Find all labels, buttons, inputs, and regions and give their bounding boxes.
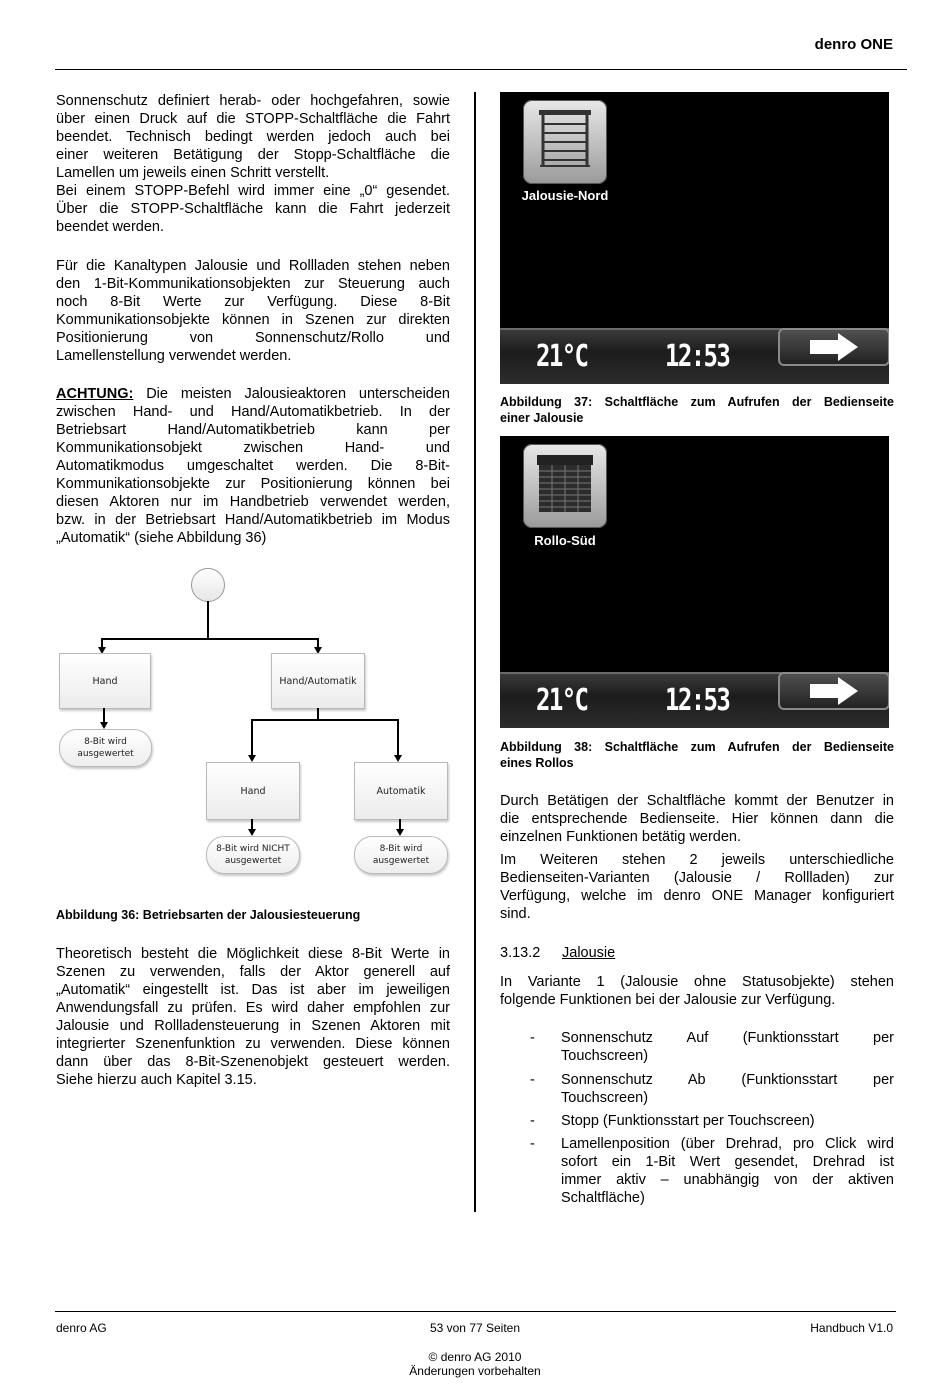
section-number: 3.13.2: [500, 945, 541, 961]
text-line: sofort ein 1-Bit Wert gesendet, Drehrad ist: [561, 1154, 894, 1170]
roller-shutter-icon: [523, 444, 607, 528]
arrow-head: [396, 829, 404, 836]
section-title: Jalousie: [562, 945, 616, 961]
connector: [251, 719, 399, 721]
connector: [251, 719, 253, 757]
pill-line: ausgewertet: [77, 749, 134, 759]
text-line: integrierter Szenenfunktion zu verwenden. Diese können: [56, 1036, 450, 1052]
footer-rule: [55, 1311, 896, 1312]
connector: [207, 601, 209, 639]
arrow-right-icon: [780, 674, 888, 708]
text-line: Die meisten Jalousieaktoren unterscheiden: [133, 386, 450, 402]
text-line: Für die Kanaltypen Jalousie und Rollladen stehen neben: [56, 258, 450, 274]
text-line: Jalousie und Rollladensteuerung in Szenen Aktoren mit: [56, 1018, 450, 1034]
next-page-button[interactable]: [778, 672, 889, 710]
footer-copyright: © denro AG 2010: [428, 1350, 522, 1364]
caption-line: einer Jalousie: [500, 411, 584, 425]
text-line: Automatikmodus umgeschaltet werden. Die 8-Bit-: [56, 458, 450, 474]
paragraph-stopp-behaviour: [56, 92, 450, 236]
bullet-dash: -: [530, 1072, 535, 1088]
pill-line: 8-Bit wird: [379, 844, 423, 854]
text-line: Schaltfläche): [561, 1190, 645, 1206]
text-line: bzw. in der Betriebsart Hand/Automatikbetrieb im Modus: [56, 512, 450, 528]
column-divider: [474, 92, 476, 1212]
text-line: „Automatik“ (siehe Abbildung 36): [56, 530, 267, 546]
bullet-dash: -: [530, 1136, 535, 1152]
jalousie-tile-button[interactable]: [523, 100, 607, 184]
text-line: Sonnenschutz definiert herab- oder hochgefahren, sowie: [56, 93, 450, 109]
figure-caption-38: [500, 739, 894, 771]
list-item: [500, 1112, 894, 1130]
achtung-label: ACHTUNG:: [56, 386, 134, 402]
flow-box-sub-automatik: Automatik: [354, 762, 448, 820]
document-header-title: denro ONE: [814, 36, 893, 53]
text-line: einzelnen Funktionen betätig werden.: [500, 829, 742, 845]
footer-notice: Änderungen vorbehalten: [409, 1364, 541, 1378]
text-line: Lamellen um jeweils einen Schritt verstellt.: [56, 165, 330, 181]
text-line: beendet werden.: [56, 219, 165, 235]
text-line: Betriebsart Hand/Automatikbetrieb kann per: [56, 422, 450, 438]
flow-pill-8bit-evaluated-auto: [354, 836, 448, 874]
status-bar: [500, 672, 889, 728]
text-line: Kommunikationsobjekt zwischen Hand- und: [56, 440, 450, 456]
connector: [103, 708, 105, 723]
list-item: [500, 1071, 894, 1107]
temperature-display: 21°C: [536, 339, 588, 374]
text-line: einer weiteren Betätigung der Stopp-Schaltfläche die: [56, 147, 450, 163]
arrow-head: [100, 722, 108, 729]
footer-company: denro AG: [56, 1321, 107, 1335]
text-line: In Variante 1 (Jalousie ohne Statusobjekte) stehen: [500, 974, 894, 990]
clock-display: 12:53: [665, 683, 730, 718]
bullet-dash: -: [530, 1030, 535, 1046]
arrow-head: [394, 755, 402, 762]
text-line: Lamellenstellung verwendet werden.: [56, 348, 292, 364]
text-line: die entsprechende Bedienseite. Hier können dann die: [500, 811, 894, 827]
text-line: Über die STOPP-Schaltfläche kann die Fahrt jederzeit: [56, 201, 450, 217]
pill-line: 8-Bit wird: [84, 737, 127, 747]
arrow-head: [248, 755, 256, 762]
screenshot-jalousie: [500, 92, 889, 384]
caption-line: Abbildung 37: Schaltfläche zum Aufrufen der Bedienseite: [500, 395, 894, 409]
text-line: Touchscreen): [561, 1048, 649, 1064]
text-line: Positionierung von Sonnenschutz/Rollo und: [56, 330, 450, 346]
footer-page-number: 53 von 77 Seiten: [429, 1321, 521, 1335]
text-line: zwischen Hand- und Hand/Automatikbetrieb. In der: [56, 404, 450, 420]
text-line: Durch Betätigen der Schaltfläche kommt der Benutzer in: [500, 793, 894, 809]
text-line: noch 8-Bit Werte zur Verfügung. Diese 8-Bit: [56, 294, 450, 310]
caption-line: eines Rollos: [500, 756, 574, 770]
text-line: Stopp (Funktionsstart per Touchscreen): [561, 1113, 815, 1129]
flow-box-sub-hand: Hand: [206, 762, 300, 820]
text-line: den 1-Bit-Kommunikationsobjekten zur Steuerung auch: [56, 276, 450, 292]
text-line: Im Weiteren stehen 2 jeweils unterschiedliche: [500, 852, 894, 868]
paragraph-variants: [500, 851, 894, 923]
text-line: „Automatik“ eingestellt ist. Das ist aber im jeweiligen: [56, 982, 450, 998]
text-line: Lamellenposition (über Drehrad, pro Click wird: [561, 1136, 894, 1152]
paragraph-variant-1: [500, 973, 894, 1009]
text-line: Touchscreen): [561, 1090, 649, 1106]
paragraph-button-usage: [500, 792, 894, 846]
temperature-display: 21°C: [536, 683, 588, 718]
start-node: [191, 568, 225, 602]
text-line: beendet. Technisch bedingt werden jedoch auch bei: [56, 129, 450, 145]
caption-line: Abbildung 38: Schaltfläche zum Aufrufen der Bedienseite: [500, 740, 894, 754]
list-item: [500, 1135, 894, 1207]
text-line: Kommunikationsobjekte können in Szenen zur direkten: [56, 312, 450, 328]
pill-line: ausgewertet: [372, 856, 430, 866]
text-line: Verfügung, welche im denro ONE Manager konfiguriert: [500, 888, 894, 904]
text-line: Siehe hierzu auch Kapitel 3.15.: [56, 1072, 257, 1088]
text-line: sind.: [500, 906, 531, 922]
text-line: Bedienseiten-Varianten (Jalousie / Rollladen) zur: [500, 870, 894, 886]
tile-label: Jalousie-Nord: [521, 188, 609, 203]
status-bar: [500, 328, 889, 384]
text-line: folgende Funktionen bei der Jalousie zur Verfügung.: [500, 992, 836, 1008]
text-line: Kommunikationsobjekte zur Positionierung können bei: [56, 476, 450, 492]
text-line: Bei einem STOPP-Befehl wird immer eine „0“ gesendet.: [56, 183, 450, 199]
connector: [397, 719, 399, 757]
figure-caption-36: Abbildung 36: Betriebsarten der Jalousiesteuerung: [56, 908, 361, 922]
text-line: immer aktiv – unabhängig von der aktiven: [561, 1172, 894, 1188]
tile-label: Rollo-Süd: [534, 533, 596, 548]
pill-line: ausgewertet: [224, 856, 282, 866]
text-line: Szenen zu verwenden, falls der Aktor generell auf: [56, 964, 450, 980]
paragraph-theoretical: [56, 945, 450, 1089]
header-rule: [55, 69, 907, 70]
text-line: diesen Aktoren nur im Handbetrieb verwendet werden,: [56, 494, 450, 510]
text-line: Sonnenschutz Ab (Funktionsstart per: [561, 1072, 894, 1088]
footer-version: Handbuch V1.0: [810, 1321, 893, 1335]
clock-display: 12:53: [665, 339, 730, 374]
rollo-tile-button[interactable]: [523, 444, 607, 528]
text-line: über einen Druck auf die STOPP-Schaltfläche die Fahrt: [56, 111, 450, 127]
text-line: dann über das 8-Bit-Szenenobjekt gesteuert werden.: [56, 1054, 450, 1070]
next-page-button[interactable]: [778, 328, 889, 366]
paragraph-8bit-objects: [56, 257, 450, 365]
text-line: Sonnenschutz Auf (Funktionsstart per: [561, 1030, 894, 1046]
bullet-dash: -: [530, 1113, 535, 1129]
operating-modes-diagram: [56, 565, 450, 885]
flow-pill-8bit-evaluated: [59, 729, 152, 767]
figure-caption-37: [500, 394, 894, 426]
connector: [101, 638, 319, 640]
blind-icon: [523, 100, 607, 184]
pill-line: 8-Bit wird NICHT: [216, 844, 290, 854]
flow-box-hand: Hand: [59, 653, 151, 709]
screenshot-rollo: [500, 436, 889, 728]
paragraph-achtung: [56, 385, 450, 547]
text-line: Anwendungsfall zu prüfen. Es wird daher empfohlen zur: [56, 1000, 450, 1016]
flow-pill-8bit-not-evaluated: [206, 836, 300, 874]
arrow-head: [248, 829, 256, 836]
list-item: [500, 1029, 894, 1065]
flow-box-hand-automatik: Hand/Automatik: [271, 653, 365, 709]
text-line: Theoretisch besteht die Möglichkeit diese 8-Bit Werte in: [56, 946, 450, 962]
arrow-right-icon: [780, 330, 888, 364]
